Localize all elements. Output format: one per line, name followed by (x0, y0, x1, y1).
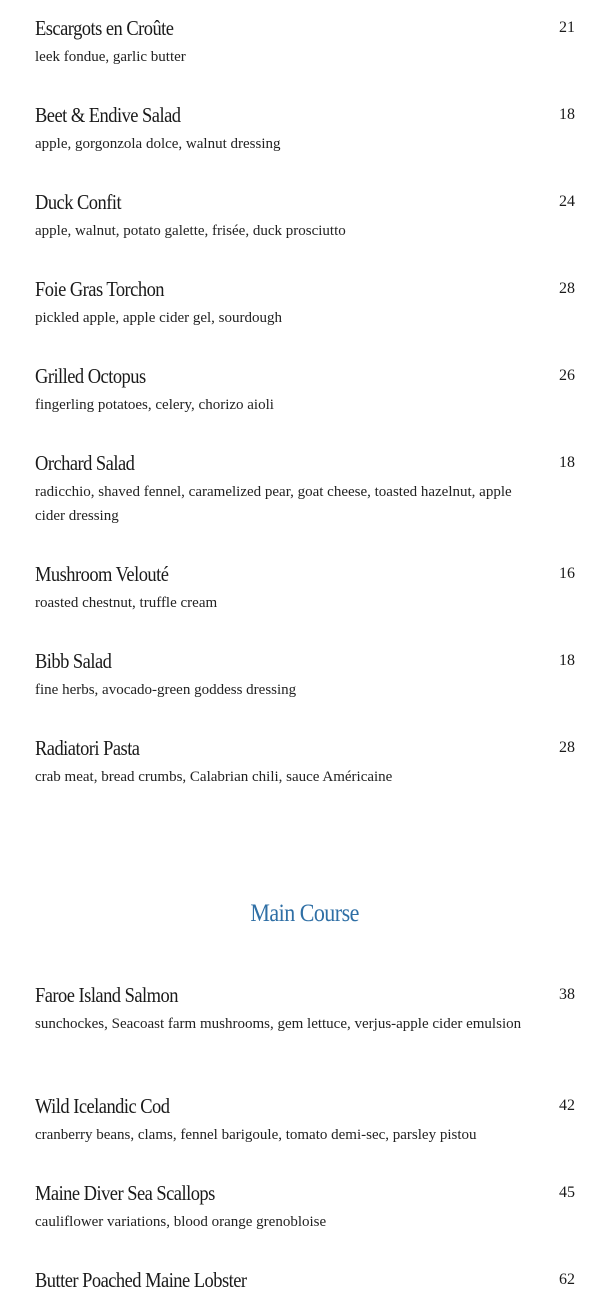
item-price: 18 (559, 652, 575, 669)
item-price: 26 (559, 367, 575, 384)
item-name: Faroe Island Salmon (35, 983, 178, 1007)
menu-item (35, 188, 575, 243)
item-price: 45 (559, 1184, 575, 1201)
menu-item (35, 1179, 575, 1234)
item-name: Butter Poached Maine Lobster (35, 1268, 247, 1292)
item-name: Mushroom Velouté (35, 562, 169, 586)
item-name: Bibb Salad (35, 649, 112, 673)
item-price: 28 (559, 739, 575, 756)
item-name: Maine Diver Sea Scallops (35, 1181, 215, 1205)
item-description: cauliflower variations, blood orange grenobloise (35, 1214, 327, 1230)
menu-item (35, 275, 575, 330)
item-price: 28 (559, 280, 575, 297)
item-name: Radiatori Pasta (35, 736, 140, 760)
item-name: Orchard Salad (35, 451, 135, 475)
item-description: crab meat, bread crumbs, Calabrian chili, sauce Américaine (35, 769, 393, 785)
item-price: 42 (559, 1097, 575, 1114)
item-price: 38 (559, 986, 575, 1003)
item-description: cranberry beans, clams, fennel barigoule, tomato demi-sec, parsley pistou (35, 1127, 477, 1143)
item-name: Foie Gras Torchon (35, 277, 165, 301)
item-description: fine herbs, avocado-green goddess dressing (35, 682, 297, 698)
item-description: leek fondue, garlic butter (35, 49, 186, 65)
item-description: roasted chestnut, truffle cream (35, 595, 218, 611)
item-description: sunchockes, Seacoast farm mushrooms, gem lettuce, verjus-apple cider emulsion (35, 1016, 522, 1032)
item-name: Beet & Endive Salad (35, 103, 181, 127)
menu-item (35, 560, 575, 615)
menu-item (35, 362, 575, 417)
item-price: 24 (559, 193, 575, 210)
item-price: 16 (559, 565, 575, 582)
menu-item (35, 734, 575, 789)
item-price: 62 (559, 1271, 575, 1288)
item-name: Duck Confit (35, 190, 122, 214)
section-title-main-course (0, 900, 610, 928)
item-description: radicchio, shaved fennel, caramelized pear, goat cheese, toasted hazelnut, apple cider dressing (35, 484, 512, 524)
item-description: pickled apple, apple cider gel, sourdough (35, 310, 283, 326)
menu-item (35, 1092, 575, 1147)
item-description: fingerling potatoes, celery, chorizo aioli (35, 397, 274, 413)
item-name: Wild Icelandic Cod (35, 1094, 170, 1118)
menu-item (35, 449, 575, 528)
item-price: 18 (559, 454, 575, 471)
item-price: 21 (559, 19, 575, 36)
menu-item (35, 1266, 575, 1294)
menu-item (35, 981, 575, 1036)
item-price: 18 (559, 106, 575, 123)
menu-item (35, 101, 575, 156)
menu-item (35, 14, 575, 69)
item-description: apple, gorgonzola dolce, walnut dressing (35, 136, 281, 152)
item-name: Escargots en Croûte (35, 16, 174, 40)
section-title-text: Main Course (250, 900, 360, 927)
item-description: apple, walnut, potato galette, frisée, duck prosciutto (35, 223, 346, 239)
item-name: Grilled Octopus (35, 364, 146, 388)
menu-item (35, 647, 575, 702)
